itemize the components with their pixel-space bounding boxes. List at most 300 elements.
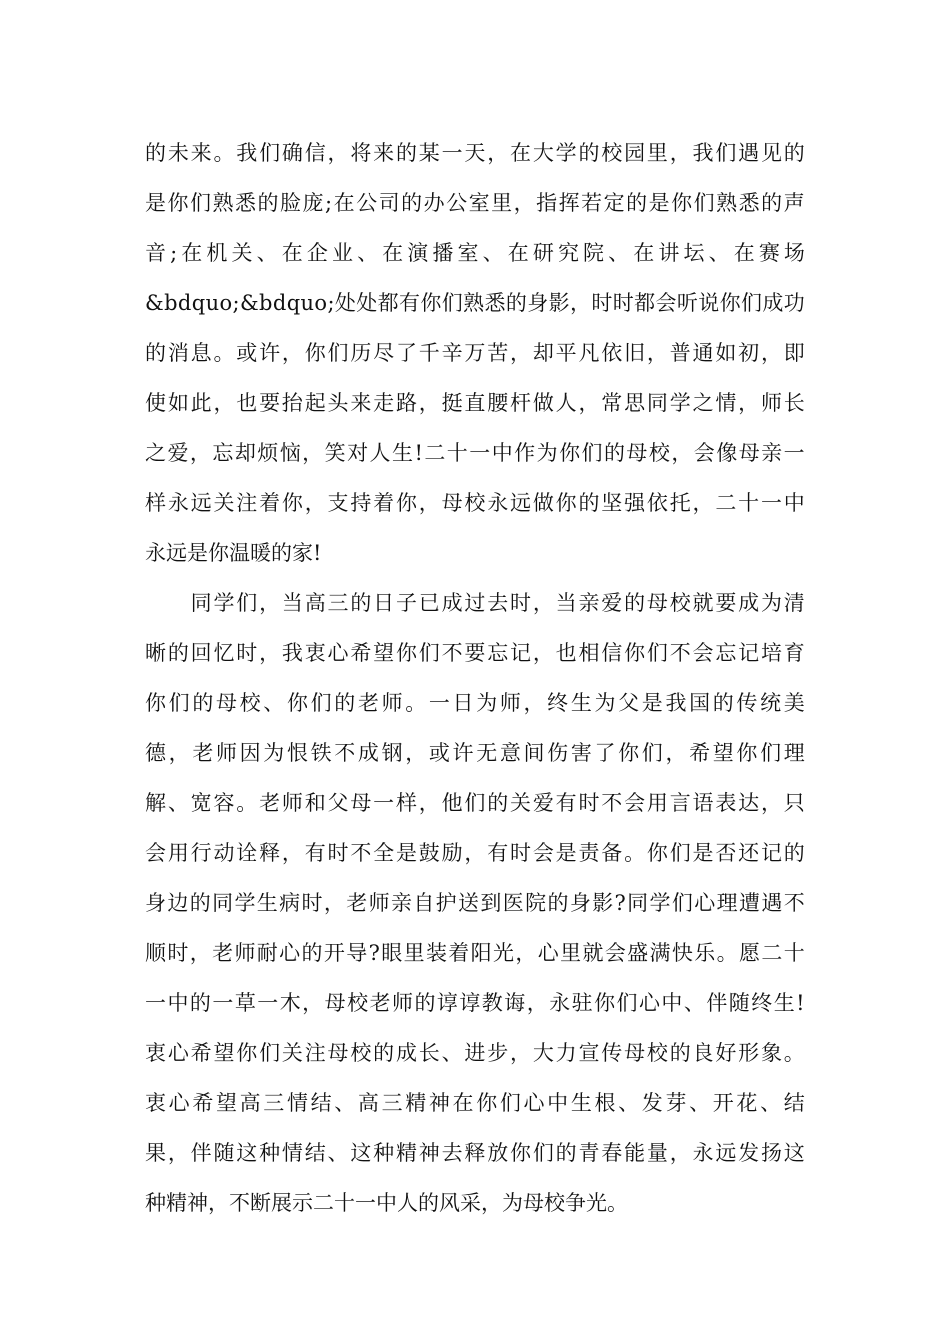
glyph: ! bbox=[414, 441, 423, 465]
glyph: 谆 bbox=[436, 991, 458, 1015]
glyph: 杆 bbox=[510, 391, 531, 415]
glyph: 成 bbox=[357, 741, 379, 765]
glyph: 不 bbox=[334, 741, 356, 765]
glyph: 十 bbox=[783, 941, 805, 965]
glyph: 、 bbox=[327, 1141, 349, 1165]
glyph: 师 bbox=[281, 791, 303, 815]
glyph: 的 bbox=[350, 591, 372, 615]
glyph: 的 bbox=[487, 791, 509, 815]
glyph: 消 bbox=[167, 341, 189, 365]
glyph: 一 bbox=[760, 491, 782, 515]
glyph: 母 bbox=[738, 441, 760, 465]
glyph: ， bbox=[304, 491, 326, 515]
glyph: 高 bbox=[239, 1091, 261, 1115]
glyph: 会 bbox=[604, 941, 626, 965]
glyph: 们 bbox=[236, 591, 258, 615]
glyph: 清 bbox=[783, 591, 805, 615]
glyph: 高 bbox=[357, 1091, 379, 1115]
glyph: 你 bbox=[304, 341, 326, 365]
glyph: 为 bbox=[760, 591, 782, 615]
glyph: 永 bbox=[692, 1141, 714, 1165]
glyph: 盛 bbox=[627, 941, 649, 965]
glyph: 关 bbox=[510, 791, 531, 815]
glyph: 支 bbox=[327, 491, 349, 515]
glyph: ， bbox=[418, 491, 440, 515]
glyph: 我 bbox=[665, 691, 687, 715]
glyph: 师 bbox=[391, 991, 413, 1015]
text-line: 种精神，不断展示二十一中人的风采，为母校争光。 bbox=[145, 1191, 628, 1215]
glyph: 熟 bbox=[212, 191, 234, 215]
glyph: 去 bbox=[487, 591, 509, 615]
glyph: 业 bbox=[331, 241, 353, 265]
glyph: 还 bbox=[738, 841, 760, 865]
glyph: 老 bbox=[192, 741, 214, 765]
glyph: ， bbox=[526, 991, 548, 1015]
glyph: 步 bbox=[487, 1041, 509, 1065]
glyph: 会 bbox=[692, 641, 714, 665]
glyph: 时 bbox=[510, 841, 531, 865]
glyph: 忆 bbox=[213, 641, 235, 665]
glyph: 记 bbox=[760, 841, 782, 865]
glyph: 时 bbox=[612, 291, 634, 315]
glyph: 大 bbox=[532, 141, 554, 165]
glyph: 光 bbox=[493, 941, 515, 965]
glyph: 之 bbox=[145, 441, 166, 465]
glyph: 伴 bbox=[190, 1141, 212, 1165]
glyph: 晰 bbox=[145, 641, 166, 665]
glyph: 阳 bbox=[470, 941, 492, 965]
glyph: 的 bbox=[145, 341, 166, 365]
glyph: 有 bbox=[555, 791, 577, 815]
glyph: 样 bbox=[145, 491, 166, 515]
glyph: 悉 bbox=[484, 291, 506, 315]
glyph: 望 bbox=[712, 741, 734, 765]
glyph: 心 bbox=[523, 1091, 545, 1115]
glyph: 同 bbox=[646, 391, 668, 415]
glyph: 场 bbox=[783, 241, 805, 265]
glyph: 的 bbox=[167, 641, 189, 665]
glyph: 语 bbox=[692, 791, 714, 815]
glyph: 你 bbox=[420, 291, 442, 315]
glyph: 的 bbox=[189, 991, 211, 1015]
glyph: 母 bbox=[646, 591, 668, 615]
glyph: 美 bbox=[783, 691, 805, 715]
glyph: 抬 bbox=[281, 391, 303, 415]
glyph: 若 bbox=[581, 191, 603, 215]
glyph: 无 bbox=[476, 741, 498, 765]
glyph: 们 bbox=[693, 191, 715, 215]
glyph: 恼 bbox=[279, 441, 301, 465]
glyph: 你 bbox=[281, 491, 303, 515]
glyph: 父 bbox=[327, 791, 349, 815]
glyph: 身 bbox=[569, 891, 591, 915]
glyph: 人 bbox=[555, 391, 577, 415]
glyph: 也 bbox=[236, 391, 258, 415]
glyph: 当 bbox=[281, 591, 303, 615]
glyph: u bbox=[205, 291, 220, 315]
glyph: 的 bbox=[783, 141, 805, 165]
glyph: 全 bbox=[373, 841, 395, 865]
glyph: 听 bbox=[676, 291, 698, 315]
glyph: 遇 bbox=[738, 141, 760, 165]
glyph: 大 bbox=[532, 1041, 554, 1065]
glyph: 们 bbox=[327, 341, 349, 365]
glyph: 们 bbox=[581, 441, 603, 465]
glyph: 作 bbox=[514, 441, 536, 465]
glyph: 你 bbox=[594, 991, 616, 1015]
glyph: 你 bbox=[618, 741, 640, 765]
glyph: 进 bbox=[464, 1041, 486, 1065]
glyph: 容 bbox=[213, 791, 235, 815]
glyph: 、 bbox=[263, 691, 285, 715]
glyph: 宣 bbox=[578, 1041, 600, 1065]
glyph: 有 bbox=[487, 841, 509, 865]
glyph: 熟 bbox=[463, 291, 485, 315]
glyph: 在 bbox=[333, 191, 355, 215]
glyph: 一 bbox=[783, 441, 805, 465]
glyph: 木 bbox=[279, 991, 301, 1015]
glyph: 心 bbox=[167, 1041, 189, 1065]
glyph: ， bbox=[669, 1141, 691, 1165]
glyph: 路 bbox=[395, 391, 417, 415]
glyph: 表 bbox=[715, 791, 737, 815]
glyph: 的 bbox=[301, 941, 323, 965]
glyph: 庞 bbox=[302, 191, 324, 215]
glyph: 他 bbox=[441, 791, 463, 815]
text-line bbox=[145, 1078, 805, 1128]
glyph: 统 bbox=[760, 691, 782, 715]
glyph: 永 bbox=[487, 491, 509, 515]
glyph: 成 bbox=[738, 591, 760, 615]
glyph: 如 bbox=[167, 391, 189, 415]
glyph: 铁 bbox=[310, 741, 332, 765]
glyph: 师 bbox=[215, 741, 237, 765]
glyph: ， bbox=[302, 441, 324, 465]
glyph: 着 bbox=[373, 491, 395, 515]
glyph: ， bbox=[259, 641, 281, 665]
glyph: 一 bbox=[373, 791, 395, 815]
glyph: 量 bbox=[646, 1141, 668, 1165]
glyph: 在 bbox=[452, 1091, 474, 1115]
text-line bbox=[145, 778, 805, 828]
glyph: 使 bbox=[145, 391, 166, 415]
glyph: ， bbox=[523, 691, 545, 715]
glyph: 用 bbox=[167, 841, 189, 865]
glyph: 辛 bbox=[441, 341, 463, 365]
glyph: b bbox=[259, 291, 273, 315]
glyph: 母 bbox=[324, 991, 346, 1015]
glyph: 的 bbox=[761, 191, 783, 215]
glyph: 们 bbox=[671, 891, 693, 915]
glyph: 青 bbox=[578, 1141, 600, 1165]
glyph: ， bbox=[281, 341, 303, 365]
glyph: 要 bbox=[464, 641, 486, 665]
glyph: 释 bbox=[464, 1141, 486, 1165]
glyph: 在 bbox=[633, 241, 655, 265]
glyph: 花 bbox=[736, 1091, 758, 1115]
glyph: 如 bbox=[715, 341, 737, 365]
glyph: ， bbox=[532, 641, 554, 665]
glyph: ， bbox=[510, 341, 531, 365]
glyph: 要 bbox=[715, 591, 737, 615]
glyph: 师 bbox=[760, 391, 782, 415]
glyph: 神 bbox=[428, 1091, 450, 1115]
glyph: ， bbox=[665, 741, 687, 765]
glyph: 害 bbox=[570, 741, 592, 765]
glyph: 、 bbox=[608, 241, 630, 265]
glyph: 到 bbox=[480, 891, 502, 915]
glyph: 就 bbox=[582, 941, 604, 965]
glyph: 衷 bbox=[145, 1091, 166, 1115]
glyph: 息 bbox=[190, 341, 212, 365]
glyph: 时 bbox=[510, 591, 531, 615]
glyph: 讲 bbox=[658, 241, 680, 265]
glyph: 影 bbox=[548, 291, 570, 315]
glyph: 谆 bbox=[459, 991, 481, 1015]
glyph: 了 bbox=[594, 741, 616, 765]
glyph: 来 bbox=[190, 141, 212, 165]
glyph: 的 bbox=[626, 191, 648, 215]
glyph: 中 bbox=[167, 991, 189, 1015]
glyph: 结 bbox=[783, 1091, 805, 1115]
glyph: 里 bbox=[491, 191, 513, 215]
glyph: 你 bbox=[624, 641, 646, 665]
glyph: 乐 bbox=[694, 941, 716, 965]
glyph: 会 bbox=[532, 841, 554, 865]
glyph: 时 bbox=[236, 641, 258, 665]
glyph: 师 bbox=[499, 691, 521, 715]
glyph: 结 bbox=[304, 1141, 326, 1165]
glyph: 依 bbox=[601, 341, 623, 365]
glyph: 望 bbox=[213, 1041, 235, 1065]
glyph: 。 bbox=[624, 841, 646, 865]
glyph: 的 bbox=[373, 1041, 395, 1065]
glyph: 却 bbox=[234, 441, 256, 465]
glyph: 你 bbox=[671, 191, 693, 215]
glyph: 室 bbox=[468, 191, 490, 215]
glyph: 天 bbox=[464, 141, 486, 165]
glyph: 我 bbox=[692, 141, 714, 165]
glyph: 们 bbox=[669, 841, 691, 865]
glyph: 、 bbox=[618, 1091, 640, 1115]
text-line bbox=[145, 578, 805, 628]
glyph: 生 bbox=[256, 891, 278, 915]
glyph: 师 bbox=[381, 691, 403, 715]
glyph: 父 bbox=[618, 691, 640, 715]
glyph: 你 bbox=[167, 191, 189, 215]
glyph: 生 bbox=[570, 1091, 592, 1115]
glyph: 当 bbox=[555, 591, 577, 615]
glyph: ， bbox=[189, 941, 211, 965]
glyph: 终 bbox=[751, 991, 773, 1015]
glyph: 校 bbox=[464, 491, 486, 515]
glyph: 旧 bbox=[624, 341, 646, 365]
glyph: 生 bbox=[570, 691, 592, 715]
glyph: 亲 bbox=[578, 591, 600, 615]
glyph: 强 bbox=[624, 491, 646, 515]
glyph: 爱 bbox=[601, 591, 623, 615]
glyph: 定 bbox=[603, 191, 625, 215]
glyph: 是 bbox=[641, 691, 663, 715]
glyph: 为 bbox=[594, 691, 616, 715]
text-line: 永远是你温暖的家! bbox=[145, 541, 322, 565]
glyph: 忘 bbox=[212, 441, 234, 465]
glyph: 回 bbox=[190, 641, 212, 665]
glyph: 为 bbox=[263, 741, 285, 765]
glyph: 校 bbox=[669, 591, 691, 615]
glyph: 遭 bbox=[738, 891, 760, 915]
glyph: 通 bbox=[692, 341, 714, 365]
glyph: ? bbox=[368, 941, 380, 965]
glyph: 你 bbox=[145, 691, 166, 715]
glyph: 的 bbox=[624, 591, 646, 615]
glyph: 们 bbox=[641, 741, 663, 765]
glyph: 记 bbox=[738, 641, 760, 665]
glyph: 在 bbox=[510, 141, 531, 165]
glyph: 教 bbox=[481, 991, 503, 1015]
glyph: 时 bbox=[578, 791, 600, 815]
glyph: 却 bbox=[532, 341, 554, 365]
glyph: 你 bbox=[559, 441, 581, 465]
glyph: 言 bbox=[669, 791, 691, 815]
text-line bbox=[145, 478, 805, 528]
glyph: 里 bbox=[646, 141, 668, 165]
glyph: 、 bbox=[708, 241, 730, 265]
glyph: 的 bbox=[334, 691, 356, 715]
glyph: ， bbox=[189, 441, 211, 465]
glyph: 间 bbox=[523, 741, 545, 765]
glyph: 望 bbox=[215, 1091, 237, 1115]
glyph: 母 bbox=[350, 791, 372, 815]
glyph: 快 bbox=[671, 941, 693, 965]
glyph: 。 bbox=[213, 141, 235, 165]
glyph: 你 bbox=[510, 1141, 531, 1165]
glyph: ? bbox=[614, 891, 626, 915]
glyph: 播 bbox=[432, 241, 454, 265]
glyph: 远 bbox=[715, 1141, 737, 1165]
glyph: 这 bbox=[783, 1141, 805, 1165]
text-line bbox=[145, 678, 805, 728]
glyph: 院 bbox=[583, 241, 605, 265]
glyph: 情 bbox=[715, 391, 737, 415]
glyph: 长 bbox=[783, 391, 805, 415]
glyph: 许 bbox=[452, 741, 474, 765]
glyph: 们 bbox=[616, 991, 638, 1015]
glyph: 们 bbox=[646, 641, 668, 665]
glyph: 。 bbox=[236, 791, 258, 815]
glyph: 的 bbox=[189, 891, 211, 915]
glyph: 这 bbox=[350, 1141, 372, 1165]
glyph: 一 bbox=[257, 991, 279, 1015]
glyph: 日 bbox=[373, 591, 395, 615]
glyph: ， bbox=[515, 941, 537, 965]
glyph: 们 bbox=[190, 191, 211, 215]
glyph: 诠 bbox=[236, 841, 258, 865]
glyph: 处 bbox=[334, 291, 356, 315]
glyph: 注 bbox=[236, 491, 258, 515]
text-line bbox=[145, 178, 805, 228]
glyph: 声 bbox=[783, 191, 805, 215]
glyph: 校 bbox=[646, 1041, 668, 1065]
glyph: 们 bbox=[760, 741, 782, 765]
glyph: 都 bbox=[377, 291, 399, 315]
glyph: 衷 bbox=[304, 641, 326, 665]
glyph: 坚 bbox=[601, 491, 623, 515]
glyph: 历 bbox=[350, 341, 372, 365]
glyph: 说 bbox=[698, 291, 720, 315]
glyph: 一 bbox=[441, 141, 463, 165]
glyph: 送 bbox=[458, 891, 480, 915]
glyph: 校 bbox=[347, 991, 369, 1015]
glyph: 情 bbox=[286, 1091, 308, 1115]
glyph: ! bbox=[796, 991, 805, 1015]
glyph: 你 bbox=[555, 491, 577, 515]
glyph: 办 bbox=[423, 191, 445, 215]
glyph: 烦 bbox=[257, 441, 279, 465]
glyph: 一 bbox=[469, 441, 491, 465]
glyph: 师 bbox=[234, 941, 256, 965]
glyph: 里 bbox=[560, 941, 582, 965]
glyph: 三 bbox=[327, 591, 349, 615]
glyph: 象 bbox=[760, 1041, 782, 1065]
glyph: 来 bbox=[373, 141, 395, 165]
glyph: 耐 bbox=[256, 941, 278, 965]
glyph: 草 bbox=[234, 991, 256, 1015]
glyph: 能 bbox=[624, 1141, 646, 1165]
glyph: 像 bbox=[716, 441, 738, 465]
glyph: 的 bbox=[555, 1141, 577, 1165]
glyph: 二 bbox=[761, 941, 783, 965]
glyph: 的 bbox=[712, 691, 734, 715]
glyph: 心 bbox=[638, 991, 660, 1015]
glyph: ， bbox=[510, 1041, 531, 1065]
glyph: 的 bbox=[578, 491, 600, 515]
glyph: 母 bbox=[624, 1041, 646, 1065]
glyph: 的 bbox=[192, 691, 214, 715]
glyph: 老 bbox=[369, 991, 391, 1015]
glyph: 二 bbox=[715, 491, 737, 515]
glyph: 不 bbox=[441, 641, 463, 665]
glyph: 老 bbox=[357, 691, 379, 715]
glyph: 发 bbox=[738, 1141, 760, 1165]
glyph: 、 bbox=[167, 791, 189, 815]
glyph: 们 bbox=[441, 291, 463, 315]
glyph: 们 bbox=[464, 791, 486, 815]
glyph: 关 bbox=[281, 1041, 303, 1065]
glyph: 们 bbox=[418, 641, 440, 665]
glyph: 学 bbox=[234, 891, 256, 915]
glyph: 心 bbox=[694, 891, 716, 915]
glyph: 在 bbox=[281, 241, 303, 265]
glyph bbox=[145, 578, 166, 628]
glyph: 你 bbox=[395, 641, 417, 665]
glyph: 有 bbox=[304, 841, 326, 865]
glyph: 的 bbox=[257, 191, 279, 215]
glyph: 良 bbox=[692, 1041, 714, 1065]
glyph: 护 bbox=[435, 891, 457, 915]
glyph: 只 bbox=[783, 791, 805, 815]
glyph: 笑 bbox=[324, 441, 346, 465]
glyph: 伴 bbox=[706, 991, 728, 1015]
glyph: 驻 bbox=[571, 991, 593, 1015]
glyph: 理 bbox=[783, 741, 805, 765]
glyph: 在 bbox=[181, 241, 203, 265]
glyph: 、 bbox=[441, 1041, 463, 1065]
glyph: 希 bbox=[689, 741, 711, 765]
glyph: 、 bbox=[683, 991, 705, 1015]
glyph: 衷 bbox=[145, 1041, 166, 1065]
glyph: 一 bbox=[145, 991, 166, 1015]
